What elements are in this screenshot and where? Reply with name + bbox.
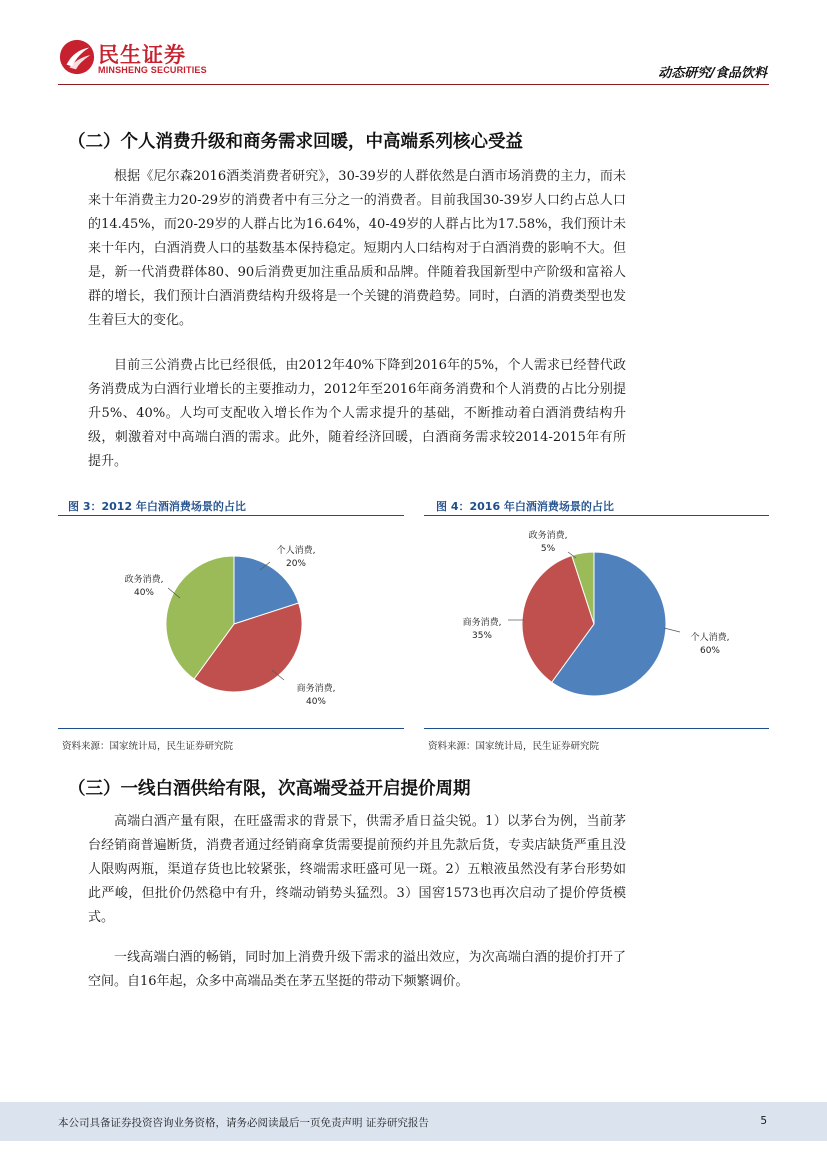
slice-value-label: 60% bbox=[699, 646, 721, 656]
company-logo bbox=[58, 38, 218, 78]
pie-chart-2016 bbox=[424, 520, 769, 725]
figure-4-bottom-rule bbox=[424, 728, 769, 729]
figure-3-bottom-rule bbox=[58, 728, 404, 729]
slice-category-label: 商务消费, bbox=[462, 618, 502, 628]
leader-line bbox=[664, 628, 680, 632]
footer-disclaimer: 本公司具备证券投资咨询业务资格，请务必阅读最后一页免责声明 证券研究报告 bbox=[58, 1117, 429, 1129]
slice-value-label: 40% bbox=[305, 697, 327, 707]
section-3-paragraph-2: 一线高端白酒的畅销，同时加上消费升级下需求的溢出效应，为次高端白酒的提价打开了空间。自16年起，众多中高端品类在茅五坚挺的带动下频繁调价。 bbox=[88, 950, 626, 989]
slice-category-label: 商务消费, bbox=[296, 684, 336, 694]
section-3-paragraph-1: 高端白酒产量有限，在旺盛需求的背景下，供需矛盾日益尖锐。1）以茅台为例，当前茅台经销商普遍断货，消费者通过经销商拿货需要提前预约并且先款后货，专卖店缺货严重且没人限购两瓶，渠道存货也比较紧张，终端需求旺盛可见一斑。2）五粮液虽然没有茅台形势如此严峻，但批价仍然稳中有升，终端动销势头猛烈。3）国窖1573也再次启动了提价停货模式。 bbox=[88, 814, 626, 925]
figure-3-title: 图 3：2012 年白酒消费场景的占比 bbox=[68, 500, 246, 513]
logo-english-name: MINSHENG SECURITIES bbox=[98, 65, 207, 75]
figure-3-source: 资料来源：国家统计局，民生证券研究院 bbox=[62, 741, 234, 752]
slice-value-label: 5% bbox=[540, 544, 556, 554]
slice-category-label: 政务消费, bbox=[528, 531, 568, 541]
pie-chart-2012 bbox=[58, 520, 404, 725]
section-2-paragraph-1: 根据《尼尔森2016酒类消费者研究》，30-39岁的人群依然是白酒市场消费的主力，而未来十年消费主力20-29岁的消费者中有三分之一的消费者。目前我国30-39岁人口约占总人口的14.45%，而20-29岁的人群占比为16.64%，40-49岁的人群占比为17.58%，我们预计未来十年内，白酒消费人口的基数基本保持稳定。短期内人口结构对于白酒消费的影响不大。但是，新一代消费群体80、90后消费更加注重品质和品牌。伴随着我国新型中产阶级和富裕人群的增长，我们预计白酒消费结构升级将是一个关键的消费趋势。同时，白酒的消费类型也发生着巨大的变化。 bbox=[88, 169, 626, 328]
figure-4-title: 图 4：2016 年白酒消费场景的占比 bbox=[436, 500, 614, 513]
slice-category-label: 个人消费, bbox=[276, 546, 316, 556]
slice-category-label: 政务消费, bbox=[124, 575, 164, 585]
slice-value-label: 35% bbox=[471, 631, 493, 641]
slice-category-label: 个人消费, bbox=[690, 633, 730, 643]
minsheng-logo-icon bbox=[58, 38, 96, 76]
page-number: 5 bbox=[760, 1115, 767, 1127]
section-2-title: （二）个人消费升级和商务需求回暖，中高端系列核心受益 bbox=[68, 132, 523, 152]
slice-value-label: 20% bbox=[285, 559, 307, 569]
figure-4-source: 资料来源：国家统计局，民生证券研究院 bbox=[428, 741, 600, 752]
header-divider bbox=[58, 84, 769, 85]
figure-4-top-rule bbox=[424, 515, 769, 516]
report-category: 动态研究/食品饮料 bbox=[658, 66, 767, 81]
slice-value-label: 40% bbox=[133, 588, 155, 598]
section-2-paragraph-2: 目前三公消费占比已经很低，由2012年40%下降到2016年的5%，个人需求已经替代政务消费成为白酒行业增长的主要推动力，2012年至2016年商务消费和个人消费的占比分别提升5%、40%。人均可支配收入增长作为个人需求提升的基础，不断推动着白酒消费结构升级，刺激着对中高端白酒的需求。此外，随着经济回暖，白酒商务需求较2014-2015年有所提升。 bbox=[88, 358, 626, 469]
logo-chinese-name: 民生证券 bbox=[98, 43, 186, 67]
section-3-title: （三）一线白酒供给有限，次高端受益开启提价周期 bbox=[68, 779, 471, 799]
figure-3-top-rule bbox=[58, 515, 404, 516]
